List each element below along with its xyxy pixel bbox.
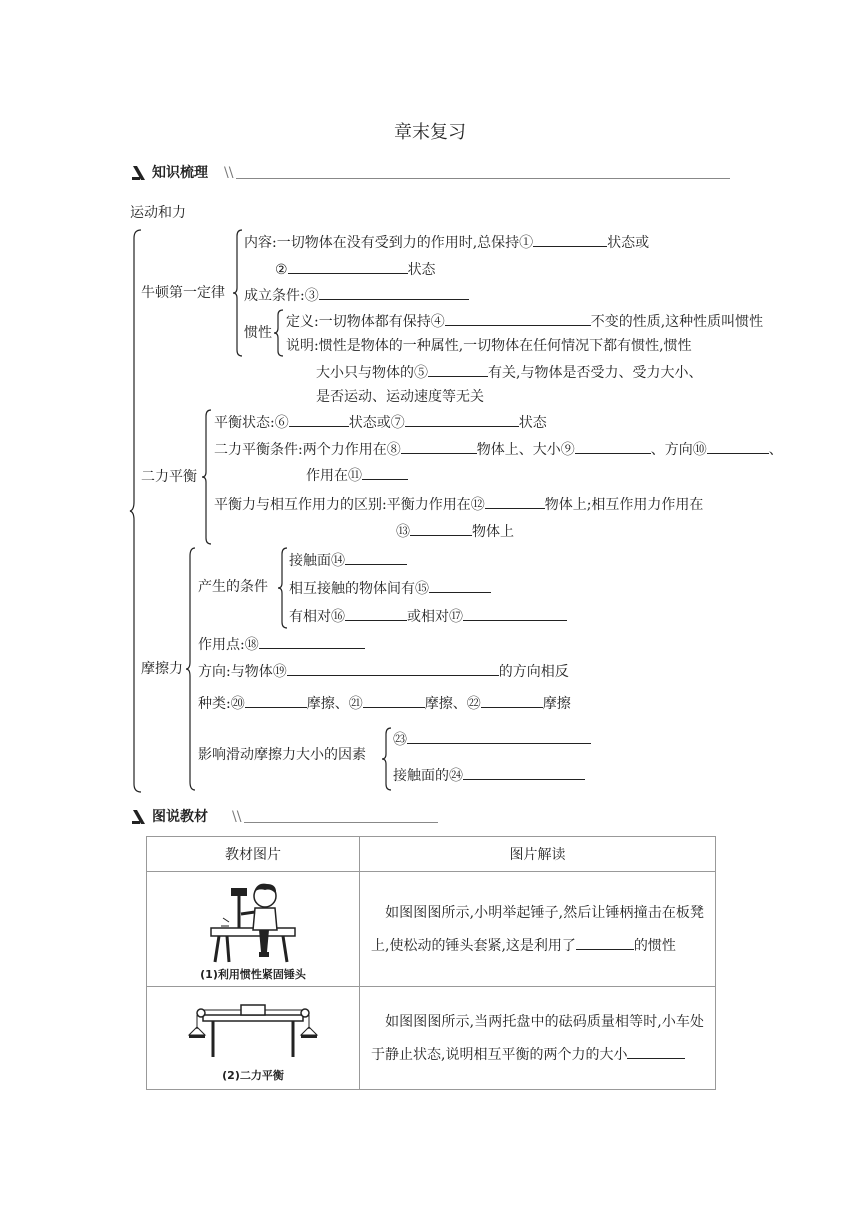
newton-condition-text: 成立条件:③	[244, 288, 319, 304]
blank-5[interactable]	[428, 362, 488, 377]
table-row	[147, 872, 716, 987]
newton-content-line2	[275, 259, 436, 279]
friction-kinds	[198, 693, 571, 713]
balance-state-text: 平衡状态:⑥	[214, 415, 289, 431]
friction-cond-2	[289, 578, 491, 598]
friction-point-text: 作用点:⑱	[198, 637, 259, 653]
balance-condition-suffix: 、	[768, 442, 783, 458]
blank-table-1[interactable]	[576, 935, 634, 950]
friction-cond-3-text: 有相对⑯	[289, 609, 345, 625]
newton-content-line2-suffix: 状态	[407, 262, 436, 278]
blank-16[interactable]	[345, 606, 407, 621]
tree-root: 运动和力	[130, 205, 186, 221]
friction-point	[198, 634, 365, 654]
balance-condition-text: 二力平衡条件:两个力作用在⑧	[214, 442, 401, 458]
balance-difference	[214, 494, 703, 514]
blank-13[interactable]	[410, 521, 472, 536]
newton-condition	[244, 285, 469, 305]
balance-difference-line2	[396, 521, 514, 541]
friction-cond-1	[289, 550, 407, 570]
newton-content-suffix: 状态或	[607, 235, 650, 251]
explain-text-1	[361, 891, 714, 967]
inertia-label: 惯性	[244, 325, 272, 341]
explain-cell	[360, 987, 716, 1090]
explain-text-2-body: 如图图图所示,当两托盘中的砝码质量相等时,小车处于静止状态,说明相互平衡的两个力的大小	[371, 1014, 704, 1063]
blank-1[interactable]	[533, 232, 607, 247]
friction-kinds-suffix: 摩擦	[542, 696, 571, 712]
blank-4[interactable]	[445, 311, 591, 326]
inertia-definition-suffix: 不变的性质,这种性质叫惯性	[590, 314, 764, 330]
inertia-definition	[286, 311, 763, 331]
blank-7[interactable]	[405, 412, 519, 427]
friction-kinds-mid1: 摩擦、㉑	[306, 696, 363, 712]
inertia-explain-2-text: 大小只与物体的⑤	[316, 365, 428, 381]
section-slash-icon: \\	[232, 809, 242, 825]
balance-state	[214, 412, 547, 432]
balance-condition-mid2: 、方向⑩	[650, 442, 707, 458]
explain-text-1-body: 如图图图所示,小明举起锤子,然后让锤柄撞击在板凳上,使松动的锤头套紧,这是利用了	[371, 905, 704, 954]
friction-factor-1	[393, 729, 591, 749]
balance-state-mid: 状态或⑦	[348, 415, 405, 431]
blank-19[interactable]	[287, 661, 499, 676]
explain-text-2	[361, 1000, 714, 1076]
friction-brace	[186, 548, 198, 790]
inertia-explain-2	[316, 362, 702, 382]
balance-difference-suffix: 物体上;相互作用力作用在	[544, 497, 704, 513]
blank-18[interactable]	[259, 634, 365, 649]
section-slash-icon: \\	[224, 165, 234, 181]
friction-direction-text: 方向:与物体⑲	[198, 664, 287, 680]
balance-difference-line2-suffix: 物体上	[472, 524, 514, 540]
blank-table-2[interactable]	[627, 1044, 685, 1059]
figure-caption-1: (1)利用惯性紧固锤头	[200, 968, 306, 981]
blank-22[interactable]	[481, 693, 543, 708]
balance-difference-text: 平衡力与相互作用力的区别:平衡力作用在⑫	[214, 497, 485, 513]
friction-kinds-text: 种类:⑳	[198, 696, 245, 712]
newton-content	[244, 232, 649, 252]
newton-label: 牛顿第一定律	[141, 285, 225, 301]
friction-cond-3-mid: 或相对⑰	[407, 609, 463, 625]
table-row	[147, 987, 716, 1090]
page-title: 章末复习	[394, 122, 466, 143]
blank-23[interactable]	[407, 729, 591, 744]
blank-11[interactable]	[362, 465, 408, 480]
inertia-definition-text: 定义:一切物体都有保持④	[286, 314, 445, 330]
inertia-explain-1: 说明:惯性是物体的一种属性,一切物体在任何情况下都有惯性,惯性	[286, 338, 692, 354]
textbook-table	[146, 836, 716, 1090]
friction-cond-3	[289, 606, 567, 626]
inertia-explain-3: 是否运动、运动速度等无关	[316, 389, 484, 405]
section-header-textbook	[132, 806, 438, 828]
table-header-explain: 图片解读	[360, 837, 716, 872]
newton-content-text: 内容:一切物体在没有受到力的作用时,总保持①	[244, 235, 534, 251]
section-title-textbook: 图说教材	[152, 809, 208, 825]
section-marker-icon	[132, 166, 146, 180]
section-marker-icon	[132, 810, 146, 824]
friction-factor-2-text: 接触面的㉔	[393, 768, 463, 784]
friction-direction-suffix: 的方向相反	[498, 664, 569, 680]
blank-23-number: ㉓	[393, 732, 407, 748]
table-header-picture: 教材图片	[147, 837, 360, 872]
main-brace	[130, 230, 146, 792]
balance-condition-mid1: 物体上、大小⑨	[476, 442, 575, 458]
inertia-explain-2-suffix: 有关,与物体是否受力、受力大小、	[488, 365, 703, 381]
friction-factor-2	[393, 765, 585, 785]
hammer-bench-figure	[205, 878, 301, 966]
blank-9[interactable]	[575, 439, 651, 454]
blank-2-number: ②	[275, 262, 288, 278]
balance-condition	[214, 439, 783, 459]
blank-10[interactable]	[707, 439, 769, 454]
blank-21[interactable]	[363, 693, 425, 708]
figure-cell	[147, 872, 360, 987]
friction-cond-1-text: 接触面⑭	[289, 553, 345, 569]
blank-17[interactable]	[463, 606, 567, 621]
figure-cell	[147, 987, 360, 1090]
figure-caption-2: (2)二力平衡	[222, 1069, 284, 1082]
blank-13-number: ⑬	[396, 524, 410, 540]
friction-factors-label: 影响滑动摩擦力大小的因素	[198, 747, 366, 763]
balance-condition-line2-text: 作用在⑪	[306, 468, 362, 484]
blank-24[interactable]	[463, 765, 585, 780]
blank-15[interactable]	[429, 578, 491, 593]
balance-label: 二力平衡	[141, 469, 197, 485]
friction-cond-label: 产生的条件	[198, 579, 268, 595]
balance-cart-figure	[183, 999, 323, 1065]
balance-state-suffix: 状态	[518, 415, 547, 431]
friction-cond-2-text: 相互接触的物体间有⑮	[289, 581, 429, 597]
blank-12[interactable]	[485, 494, 545, 509]
blank-8[interactable]	[401, 439, 477, 454]
friction-direction	[198, 661, 569, 681]
blank-14[interactable]	[345, 550, 407, 565]
blank-2[interactable]	[288, 259, 408, 274]
section-rule	[236, 178, 730, 179]
section-title-knowledge: 知识梳理	[152, 165, 208, 181]
friction-kinds-mid2: 摩擦、㉒	[424, 696, 481, 712]
inertia-brace	[274, 310, 286, 356]
explain-cell	[360, 872, 716, 987]
explain-text-1-suffix: 的惯性	[633, 938, 676, 954]
friction-label: 摩擦力	[141, 661, 183, 677]
section-header-knowledge	[132, 162, 730, 184]
section-rule	[244, 822, 438, 823]
blank-6[interactable]	[289, 412, 349, 427]
blank-20[interactable]	[245, 693, 307, 708]
balance-condition-line2	[306, 465, 408, 485]
blank-3[interactable]	[319, 285, 469, 300]
balance-brace	[202, 410, 214, 544]
